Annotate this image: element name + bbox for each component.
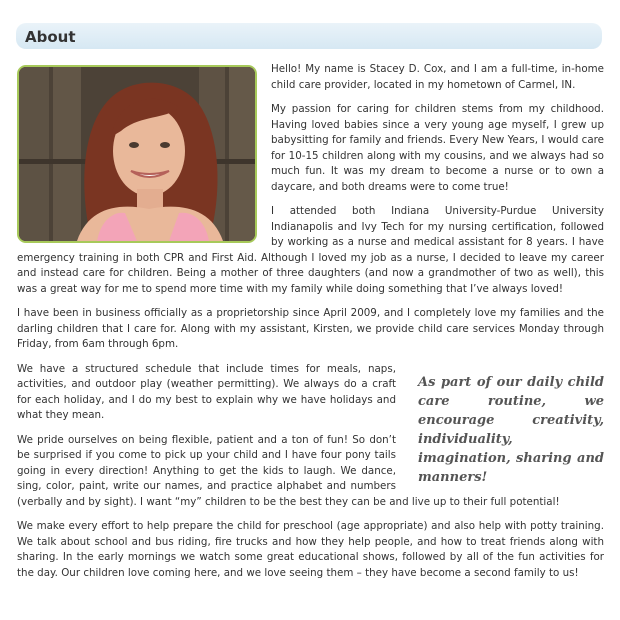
about-content [17, 62, 604, 590]
intro-paragraph: Hello! My name is Stacey D. Cox, and I am a full-time, in-home child care provider, located in my hometown of Carmel, IN. [271, 63, 604, 91]
profile-photo [17, 65, 257, 243]
page-title: About [25, 28, 76, 46]
schedule-paragraph: We have a structured schedule that include times for meals, naps, activities, and outdoor play (weather permitting). We always do a craft for each holiday, and I do my best to explain why we have holidays and what they mean. [17, 362, 396, 421]
education-paragraph: I attended both Indiana University-Purdue University Indianapolis and Ivy Tech for my nursing certification, followed by working as a nurse and medical assistant for 8 years. I have emergency training in both CPR and First Aid. Although I loved my job as a nurse, I decided to leave my career and instead care for children. Being a mother of three daughters (and now a grandmother of two as well), this was a great way for me to spend more time with my family while doing something that I’ve always loved! [17, 205, 604, 295]
fun-paragraph: We pride ourselves on being flexible, patient and a ton of fun! So don’t be surprised if you come to pick up your child and I have four pony tails going in every direction! Anything to get the kids to laugh. We dance, sing, color, paint, write our names, and practice alphabet and numbers (verbally and by sight). I want “my” children to be the best they can be and live up to their full potential! [17, 433, 560, 508]
passion-paragraph: My passion for caring for children stems from my childhood. Having loved babies since a very young age myself, I grew up babysitting for family and friends. Every New Years, I would care for 10-15 children along with my cousins, and we always had so much fun. It was my dream to become a nurse or to own a daycare, and both dreams were to come true! [271, 103, 604, 193]
pull-quote: As part of our daily child care routine, we encourage creativity, individuality, imagination, sharing and manners! [418, 374, 604, 485]
preschool-paragraph: We make every effort to help prepare the child for preschool (age appropriate) and also help with potty training. We talk about school and bus riding, fire trucks and how they help people, and how to treat friends along with sharing. In the early mornings we watch some great educational shows, followed by all of the fun activities for the day. Our children love coming here, and we love seeing them – they have become a second family to us! [17, 520, 604, 579]
business-paragraph: I have been in business officially as a proprietorship since April 2009, and I completely love my families and the darling children that I care for. Along with my assistant, Kirsten, we provide child care services Monday through Friday, from 6am through 6pm. [17, 307, 604, 350]
section-header [16, 23, 602, 49]
